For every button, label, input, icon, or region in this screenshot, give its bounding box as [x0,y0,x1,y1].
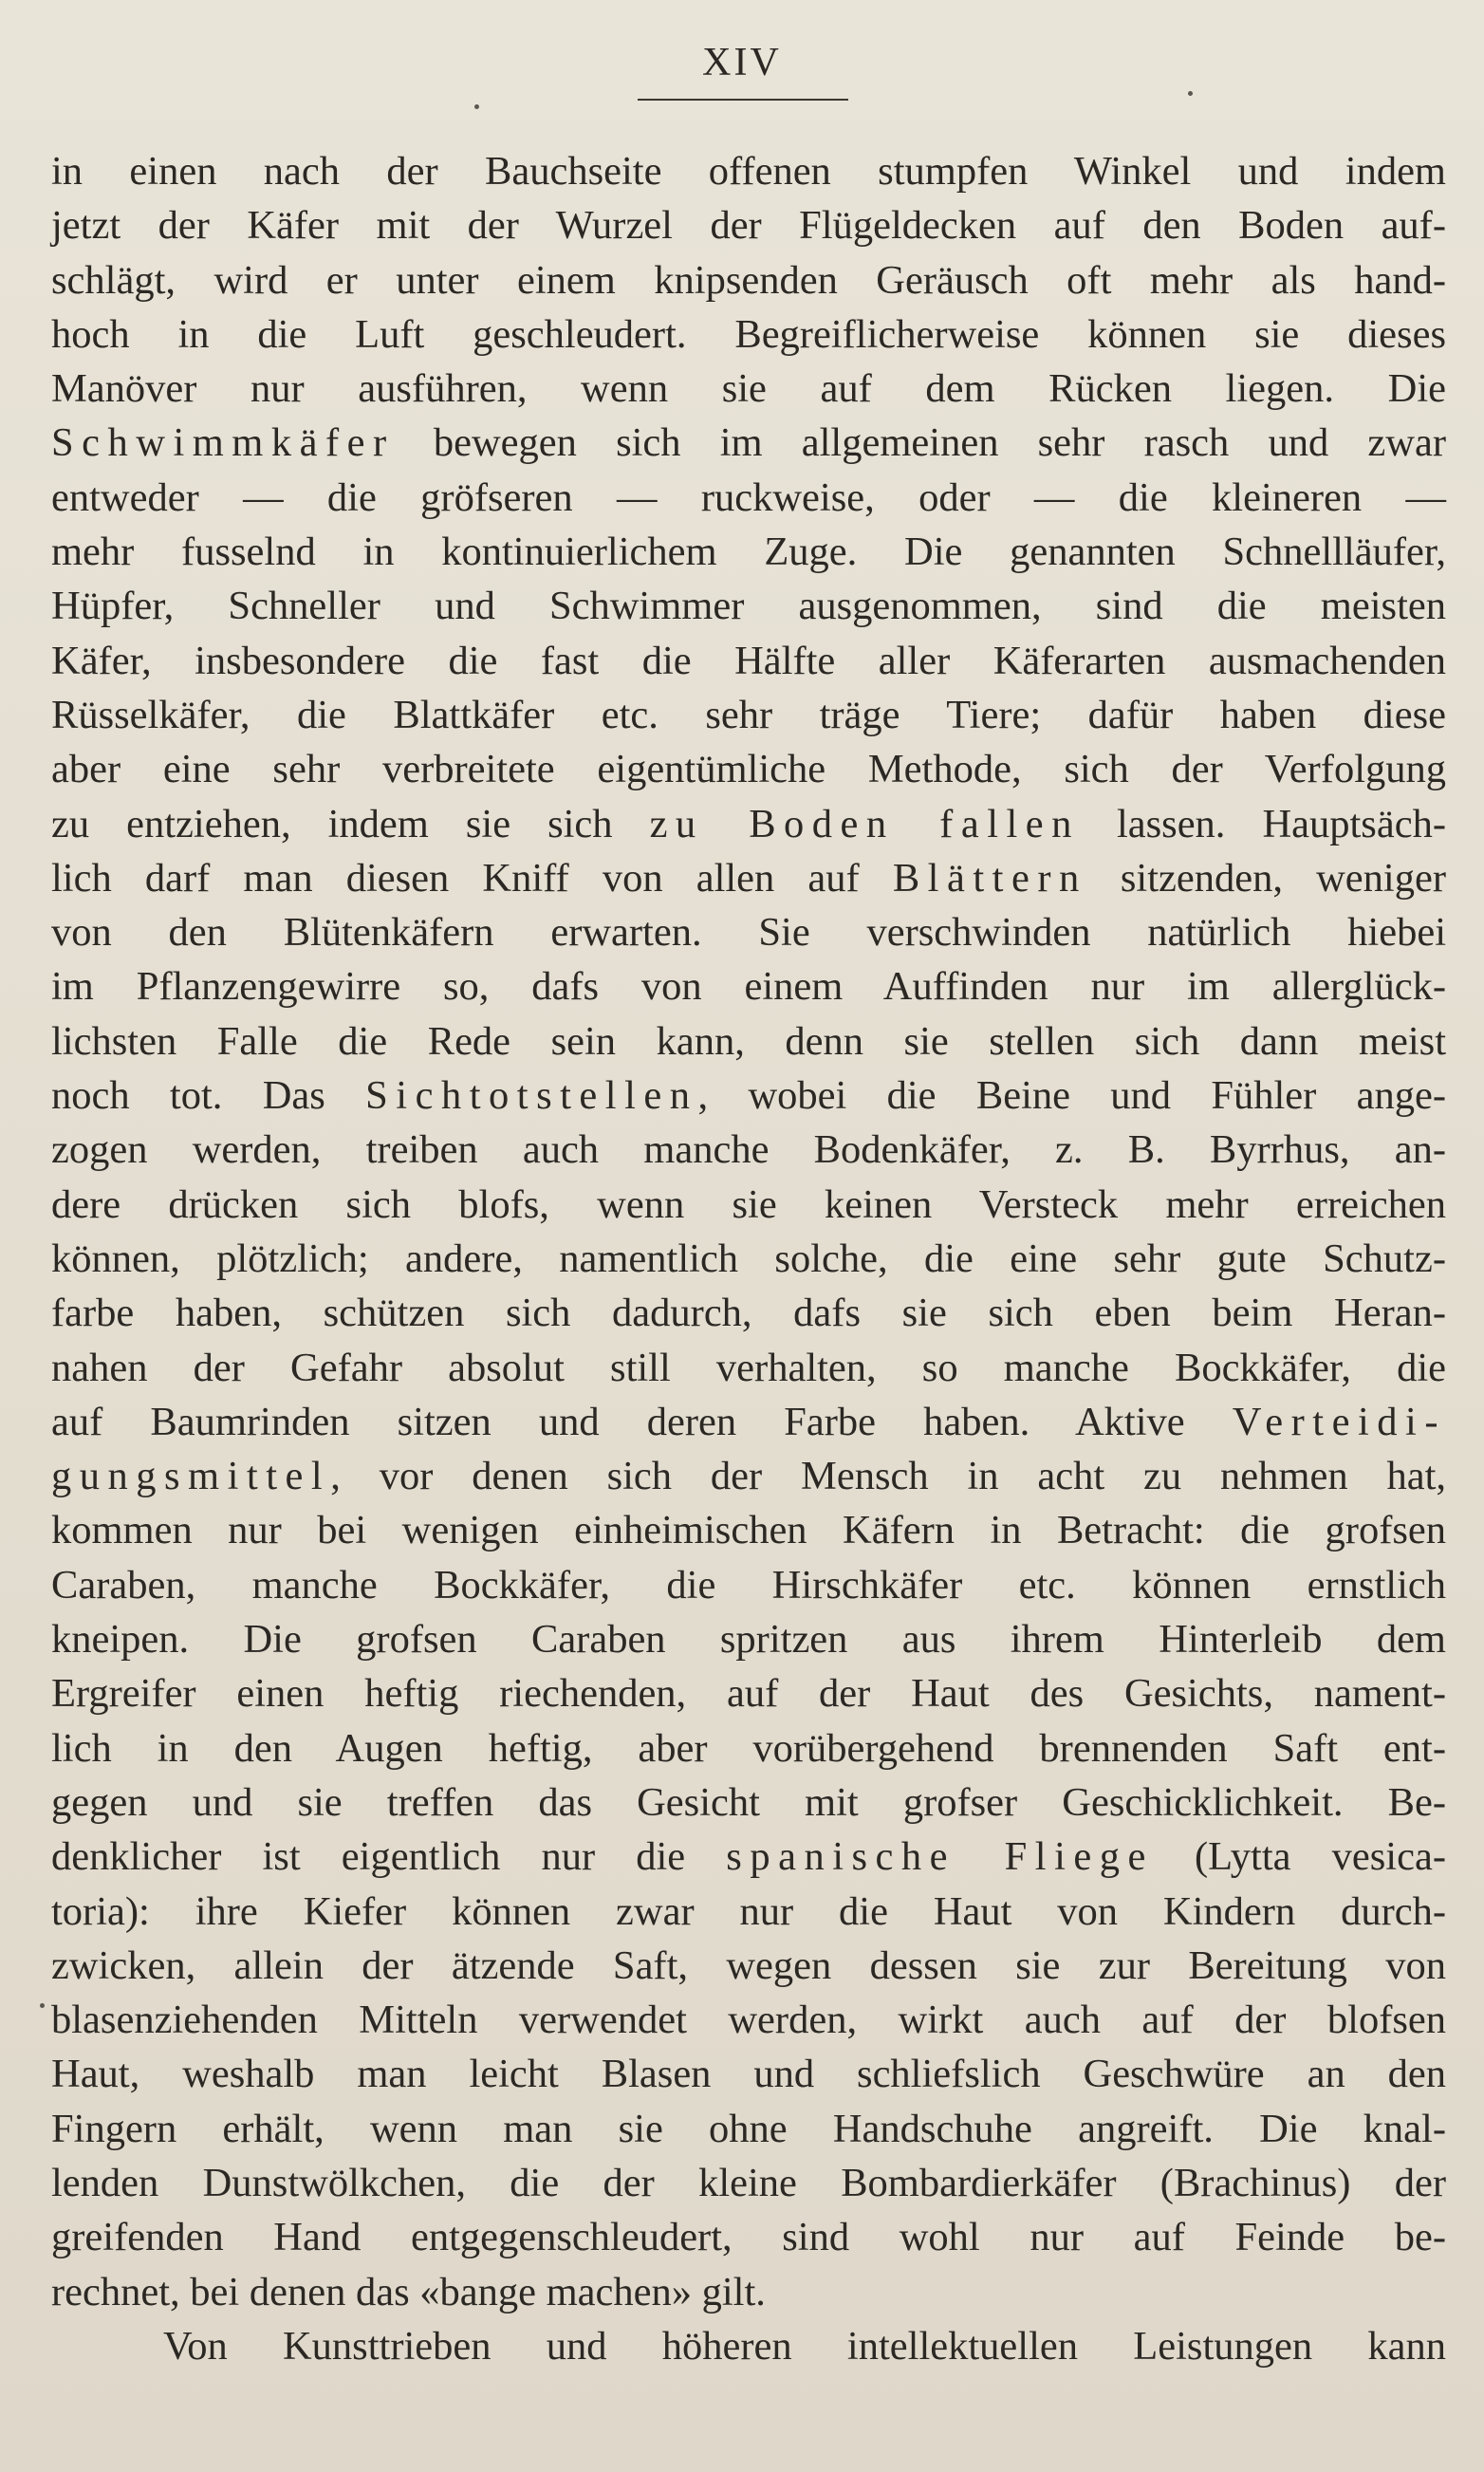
text-run: im Pflanzengewirre so, dafs von einem Auffinden nur im allerglück- [51,964,1446,1010]
text-line [51,905,1446,959]
text-run: lenden Dunstwölkchen, die der kleine Bombardierkäfer (Brachinus) der [51,2160,1446,2205]
text-line [51,2265,1446,2319]
text-line [51,1939,1446,1993]
text-run: dere drücken sich blofs, wenn sie keinen Versteck mehr erreichen [51,1181,1446,1227]
page-number: XIV [702,41,782,84]
text-line [51,851,1446,905]
text-line [51,525,1446,579]
spaced-emphasis: Verteidi- [1232,1399,1446,1444]
text-run: Ergreifer einen heftig riechenden, auf der Haut des Gesichts, nament- [51,1671,1446,1717]
text-line [51,1232,1446,1286]
paper-speck [40,2003,45,2008]
header-rule [638,99,848,101]
text-line [51,198,1446,252]
paper-speck [474,104,479,109]
text-run: kneipen. Die grofsen Caraben spritzen aus ihrem Hinterleib dem [51,1617,1446,1663]
text-run: , wobei die Beine und Fühler ange- [697,1073,1447,1119]
text-run: Manöver nur ausführen, wenn sie auf dem Rücken liegen. Die [51,366,1446,412]
text-line [51,634,1446,688]
text-run: lichsten Falle die Rede sein kann, denn sie stellen sich dann meist [51,1018,1446,1064]
text-run: nahen der Gefahr absolut still verhalten, so manche Bockkäfer, die [51,1345,1446,1390]
text-line [51,1558,1446,1612]
spaced-emphasis: gungsmittel [51,1454,331,1499]
text-run: rechnet, bei denen das «bange machen» gilt. [51,2269,766,2314]
body-text [51,144,1446,2373]
text-line [51,2047,1446,2101]
text-run: zogen werden, treiben auch manche Bodenkäfer, z. B. Byrrhus, an- [51,1127,1446,1173]
text-line [51,1341,1446,1395]
text-line [51,362,1446,416]
text-line [51,2156,1446,2210]
text-line [51,1830,1446,1884]
text-run: denklicher ist eigentlich nur die [51,1834,727,1880]
text-run: Caraben, manche Bockkäfer, die Hirschkäfer etc. können ernstlich [51,1562,1446,1608]
text-run: bewegen sich im allgemeinen sehr rasch und zwar [394,420,1446,466]
text-line [51,2210,1446,2264]
text-line [51,2102,1446,2156]
text-run: gegen und sie treffen das Gesicht mit grofser Geschicklichkeit. Be- [51,1779,1446,1825]
text-run: blasenziehenden Mitteln verwendet werden, wirkt auch auf der blofsen [51,1998,1446,2043]
text-run: kommen nur bei wenigen einheimischen Käfern in Betracht: die grofsen [51,1508,1446,1553]
text-run: zwicken, allein der ätzende Saft, wegen dessen sie zur Bereitung von [51,1942,1446,1988]
text-line [51,1286,1446,1340]
text-run: Von Kunsttrieben und höheren intellektuellen Leistungen kann [163,2323,1446,2369]
text-run: Fingern erhält, wenn man sie ohne Handschuhe angreift. Die knal- [51,2106,1446,2151]
text-line [51,742,1446,796]
text-run: zu entziehen, indem sie sich [51,801,650,846]
text-run: hoch in die Luft geschleudert. Begreiflicherweise können sie dieses [51,311,1446,357]
text-line [51,1449,1446,1503]
text-run: (Lytta vesica- [1153,1834,1446,1880]
text-line [51,253,1446,307]
spaced-emphasis: Sichtotstellen [365,1073,698,1119]
text-line [51,1775,1446,1830]
spaced-emphasis: Schwimmkäfer [51,420,395,466]
text-run: Hüpfer, Schneller und Schwimmer ausgenommen, sind die meisten [51,584,1446,629]
text-run: schlägt, wird er unter einem knipsenden Geräusch oft mehr als hand- [51,257,1446,303]
text-line [51,1069,1446,1123]
text-run: sitzenden, weniger [1086,855,1446,901]
text-run: noch tot. Das [51,1073,366,1119]
text-run: von den Blütenkäfern erwarten. Sie verschwinden natürlich hiebei [51,910,1446,956]
text-line [51,1612,1446,1666]
text-run: jetzt der Käfer mit der Wurzel der Flügeldecken auf den Boden auf- [51,203,1446,249]
text-run: lich darf man diesen Kniff von allen auf [51,855,893,901]
paper-speck [1188,91,1193,96]
text-run: in einen nach der Bauchseite offenen stumpfen Winkel und indem [51,149,1446,194]
text-run: farbe haben, schützen sich dadurch, dafs sie sich eben beim Heran- [51,1291,1446,1336]
text-line [51,1885,1446,1939]
text-run: aber eine sehr verbreitete eigentümliche Methode, sich der Verfolgung [51,747,1446,792]
text-line [51,1178,1446,1232]
spaced-emphasis: Blättern [892,855,1087,901]
text-line [51,416,1446,470]
text-run: lassen. Hauptsäch- [1079,801,1446,846]
text-line [51,144,1446,198]
text-line [51,1721,1446,1775]
text-run: mehr fusselnd in kontinuierlichem Zuge. Die genannten Schnellläufer, [51,530,1446,575]
text-run: greifenden Hand entgegenschleudert, sind wohl nur auf Feinde be- [51,2215,1446,2260]
text-line [51,1014,1446,1069]
text-run: können, plötzlich; andere, namentlich solche, die eine sehr gute Schutz- [51,1236,1446,1281]
text-run: , vor denen sich der Mensch in acht zu nehmen hat, [330,1454,1446,1499]
spaced-emphasis: zu Boden fallen [649,801,1080,846]
text-line [51,959,1446,1013]
text-run: Rüsselkäfer, die Blattkäfer etc. sehr träge Tiere; dafür haben diese [51,692,1446,737]
text-line [51,2319,1446,2373]
spaced-emphasis: spanische Fliege [726,1834,1154,1880]
text-line [51,1503,1446,1557]
text-run: toria): ihre Kiefer können zwar nur die Haut von Kindern durch- [51,1888,1446,1934]
text-line [51,1666,1446,1720]
text-line [51,688,1446,742]
text-run: Haut, weshalb man leicht Blasen und schliefslich Geschwüre an den [51,2052,1446,2097]
text-run: entweder — die gröfseren — ruckweise, oder — die kleineren — [51,474,1446,520]
text-line [51,471,1446,525]
text-run: Käfer, insbesondere die fast die Hälfte aller Käferarten ausmachenden [51,638,1446,683]
text-run: auf Baumrinden sitzen und deren Farbe haben. Aktive [51,1399,1233,1444]
text-line [51,579,1446,633]
text-line [51,1993,1446,2047]
text-line [51,797,1446,851]
text-run: lich in den Augen heftig, aber vorübergehend brennenden Saft ent- [51,1725,1446,1771]
text-line [51,1123,1446,1177]
text-line [51,1395,1446,1449]
text-line [51,307,1446,362]
